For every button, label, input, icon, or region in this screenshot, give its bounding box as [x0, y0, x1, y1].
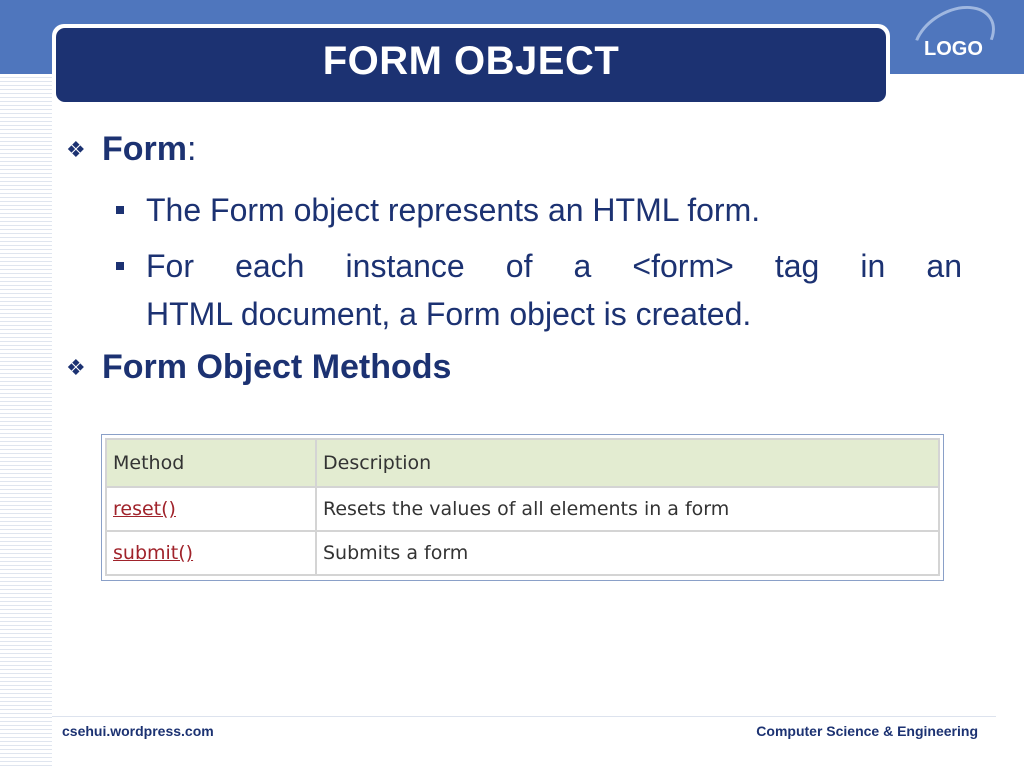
square-bullet-icon: [116, 206, 124, 214]
square-bullet-icon: [116, 262, 124, 270]
methods-table-frame: [101, 434, 944, 581]
sub-bullet-1-text: The Form object represents an HTML form.: [146, 192, 761, 228]
sub-bullet-1: [116, 186, 760, 234]
method-description: Submits a form: [316, 531, 939, 575]
bullet-methods: [66, 348, 451, 387]
footer-department: Computer Science & Engineering: [756, 723, 978, 739]
method-link-submit[interactable]: submit(): [106, 531, 316, 575]
bullet-methods-label: Form Object Methods: [102, 348, 452, 386]
table-row: [106, 487, 939, 531]
table-header-row: [106, 439, 939, 487]
bullet-form: [66, 130, 196, 169]
sub-bullet-2-line-2: HTML document, a Form object is created.: [146, 296, 752, 332]
footer-divider: [52, 716, 996, 717]
diamond-bullet-icon: ❖: [66, 354, 86, 380]
sub-bullet-2-line-1: For each instance of a <form> tag in an: [146, 248, 962, 284]
column-header-description: Description: [316, 439, 939, 487]
column-header-method: Method: [106, 439, 316, 487]
logo-text: LOGO: [924, 38, 983, 60]
table-row: [106, 531, 939, 575]
sub-bullet-2: [116, 242, 962, 338]
slide-title: FORM OBJECT: [322, 38, 620, 83]
method-description: Resets the values of all elements in a form: [316, 487, 939, 531]
methods-table: [105, 438, 940, 576]
method-link-reset[interactable]: reset(): [106, 487, 316, 531]
diamond-bullet-icon: ❖: [66, 136, 86, 162]
bullet-form-label: Form: [102, 130, 187, 168]
bullet-form-colon: :: [187, 130, 197, 168]
footer-website: csehui.wordpress.com: [62, 723, 214, 739]
